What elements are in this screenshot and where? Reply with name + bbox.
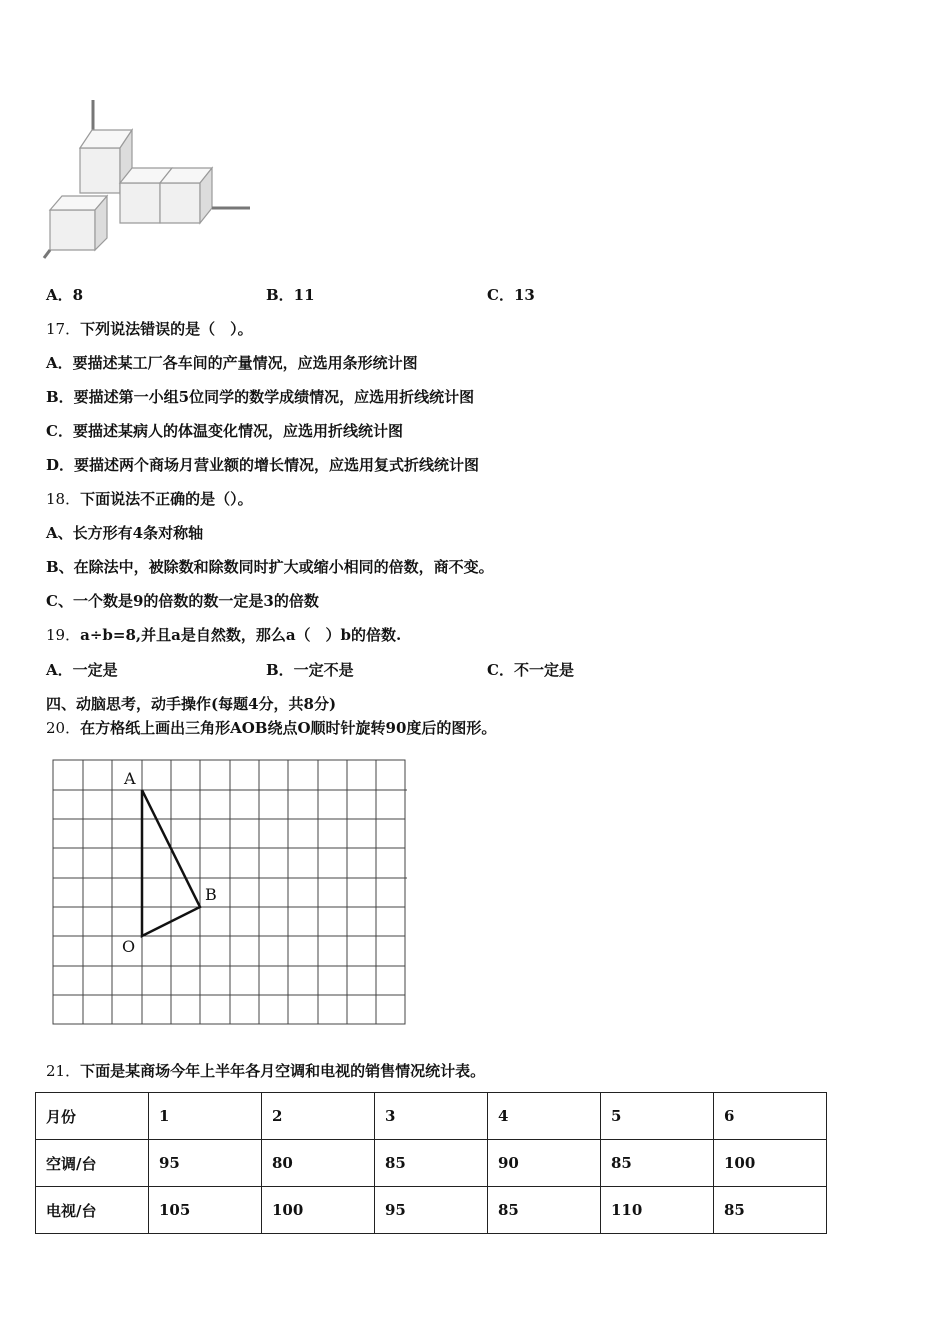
cube-figure <box>40 98 255 263</box>
q17-option-c: C．要描述某病人的体温变化情况，应选用折线统计图 <box>46 422 403 440</box>
table-cell: 6 <box>714 1093 827 1140</box>
q18-option-b: B、在除法中，被除数和除数同时扩大或缩小相同的倍数，商不变。 <box>46 558 494 576</box>
table-cell: 105 <box>149 1187 262 1234</box>
q21-stem: 21．下面是某商场今年上半年各月空调和电视的销售情况统计表。 <box>46 1062 486 1080</box>
table-row <box>36 1187 827 1234</box>
table-cell: 85 <box>488 1187 601 1234</box>
table-cell: 80 <box>262 1140 375 1187</box>
q16-option-a: A．8 <box>46 286 84 304</box>
q17-option-a: A．要描述某工厂各车间的产量情况，应选用条形统计图 <box>46 354 418 372</box>
q18-stem: 18．下面说法不正确的是（）。 <box>46 490 253 508</box>
table-cell: 1 <box>149 1093 262 1140</box>
table-cell: 5 <box>601 1093 714 1140</box>
q18-option-a: A、长方形有4条对称轴 <box>46 524 204 542</box>
table-cell: 100 <box>262 1187 375 1234</box>
table-row <box>36 1093 827 1140</box>
q16-option-c: C．13 <box>487 286 535 304</box>
table-cell: 95 <box>149 1140 262 1187</box>
q19-option-c: C．不一定是 <box>487 661 574 679</box>
table-row <box>36 1140 827 1187</box>
table-cell: 85 <box>601 1140 714 1187</box>
table-cell: 85 <box>714 1187 827 1234</box>
table-cell: 85 <box>375 1140 488 1187</box>
table-cell: 95 <box>375 1187 488 1234</box>
q19-option-a: A．一定是 <box>46 661 118 679</box>
table-cell: 110 <box>601 1187 714 1234</box>
point-a-label: A <box>124 769 136 788</box>
table-cell: 电视/台 <box>36 1187 149 1234</box>
table-cell: 4 <box>488 1093 601 1140</box>
table-cell: 2 <box>262 1093 375 1140</box>
table-cell: 月份 <box>36 1093 149 1140</box>
q19-option-b: B．一定不是 <box>266 661 354 679</box>
table-cell: 90 <box>488 1140 601 1187</box>
q17-stem: 17．下列说法错误的是（ ）。 <box>46 320 253 338</box>
point-b-label: B <box>205 885 217 904</box>
q17-option-b: B．要描述第一小组5位同学的数学成绩情况，应选用折线统计图 <box>46 388 475 406</box>
q20-stem: 20．在方格纸上画出三角形AOB绕点O顺时针旋转90度后的图形。 <box>46 719 497 737</box>
section-4-heading: 四、动脑思考，动手操作(每题4分，共8分) <box>46 695 337 713</box>
grid-paper <box>50 756 410 1028</box>
table-cell: 100 <box>714 1140 827 1187</box>
table-cell: 空调/台 <box>36 1140 149 1187</box>
table-cell: 3 <box>375 1093 488 1140</box>
q17-option-d: D．要描述两个商场月营业额的增长情况，应选用复式折线统计图 <box>46 456 480 474</box>
q18-option-c: C、一个数是9的倍数的数一定是3的倍数 <box>46 592 319 610</box>
point-o-label: O <box>122 937 136 956</box>
sales-table <box>35 1092 827 1234</box>
q16-option-b: B．11 <box>266 286 315 304</box>
q19-stem: 19．a÷b=8,并且a是自然数，那么a（ ）b的倍数. <box>46 626 402 644</box>
